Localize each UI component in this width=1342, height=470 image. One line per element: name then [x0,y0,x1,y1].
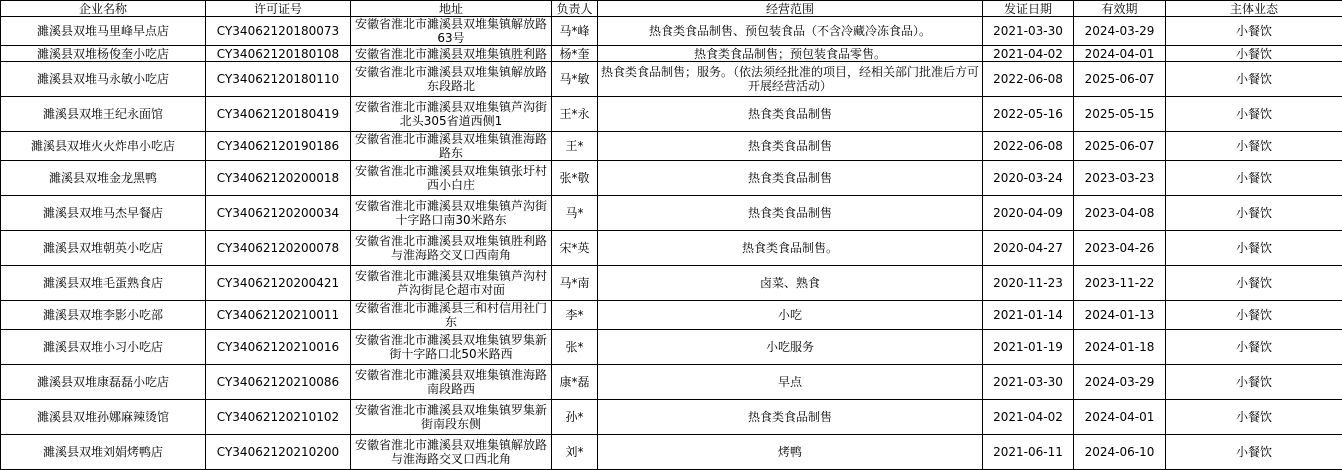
cell-issue-date: 2021-01-19 [983,330,1074,365]
cell-license: CY34062120210016 [206,330,351,365]
cell-issue-date: 2021-04-02 [983,400,1074,435]
cell-license: CY34062120200018 [206,161,351,196]
cell-valid-until: 2024-03-29 [1074,365,1166,400]
cell-name: 濉溪县双堆孙娜麻辣烫馆 [1,400,206,435]
cell-issue-date: 2021-04-02 [983,46,1074,62]
cell-person: 王* [552,132,598,161]
header-type: 主体业态 [1166,1,1342,17]
cell-address: 安徽省淮北市濉溪县三和村信用社门东 [351,301,552,330]
cell-license: CY34062120210011 [206,301,351,330]
cell-issue-date: 2020-04-27 [983,231,1074,266]
cell-license: CY34062120180108 [206,46,351,62]
table-row [1,17,1342,46]
cell-address: 安徽省淮北市濉溪县双堆集镇芦沟村芦沟街昆仑超市对面 [351,266,552,301]
cell-person: 王*永 [552,97,598,132]
cell-type: 小餐饮 [1166,365,1342,400]
cell-scope: 烤鸭 [598,435,983,470]
cell-person: 宋*英 [552,231,598,266]
cell-valid-until: 2024-06-10 [1074,435,1166,470]
table-row [1,365,1342,400]
cell-type: 小餐饮 [1166,231,1342,266]
cell-license: CY34062120180073 [206,17,351,46]
cell-scope: 热食类食品制售 [598,400,983,435]
cell-person: 张*敬 [552,161,598,196]
cell-address: 安徽省淮北市濉溪县双堆集镇罗集新街南段东侧 [351,400,552,435]
cell-type: 小餐饮 [1166,17,1342,46]
header-name: 企业名称 [1,1,206,17]
cell-license: CY34062120180419 [206,97,351,132]
cell-name: 濉溪县双堆刘娟烤鸭店 [1,435,206,470]
cell-type: 小餐饮 [1166,266,1342,301]
cell-person: 马* [552,196,598,231]
cell-address: 安徽省淮北市濉溪县双堆集镇张圩村西小白庄 [351,161,552,196]
cell-type: 小餐饮 [1166,330,1342,365]
cell-issue-date: 2021-03-30 [983,17,1074,46]
cell-issue-date: 2022-05-16 [983,97,1074,132]
cell-type: 小餐饮 [1166,132,1342,161]
cell-address: 安徽省淮北市濉溪县双堆集镇胜利路与淮海路交叉口西南角 [351,231,552,266]
cell-type: 小餐饮 [1166,435,1342,470]
cell-license: CY34062120200078 [206,231,351,266]
header-row [1,1,1342,17]
cell-name: 濉溪县双堆小习小吃店 [1,330,206,365]
table-row [1,196,1342,231]
cell-name: 濉溪县双堆杨俊奎小吃店 [1,46,206,62]
cell-issue-date: 2021-01-14 [983,301,1074,330]
header-scope: 经营范围 [598,1,983,17]
cell-address: 安徽省淮北市濉溪县双堆集镇芦沟街北头305省道西侧1 [351,97,552,132]
table-row [1,330,1342,365]
cell-name: 濉溪县双堆李影小吃部 [1,301,206,330]
cell-address: 安徽省淮北市濉溪县双堆集镇解放路与淮海路交叉口西北角 [351,435,552,470]
header-valid-until: 有效期 [1074,1,1166,17]
cell-valid-until: 2024-04-01 [1074,400,1166,435]
cell-scope: 热食类食品制售 [598,132,983,161]
table-row [1,46,1342,62]
cell-name: 濉溪县双堆王纪永面馆 [1,97,206,132]
cell-person: 李* [552,301,598,330]
cell-license: CY34062120190186 [206,132,351,161]
cell-address: 安徽省淮北市濉溪县双堆集镇胜利路 [351,46,552,62]
cell-type: 小餐饮 [1166,400,1342,435]
cell-address: 安徽省淮北市濉溪县双堆集镇淮海路路东 [351,132,552,161]
cell-name: 濉溪县双堆火火炸串小吃店 [1,132,206,161]
cell-scope: 热食类食品制售 [598,161,983,196]
cell-type: 小餐饮 [1166,97,1342,132]
cell-type: 小餐饮 [1166,161,1342,196]
table-row [1,400,1342,435]
cell-address: 安徽省淮北市濉溪县双堆集镇解放路63号 [351,17,552,46]
cell-issue-date: 2021-06-11 [983,435,1074,470]
cell-address: 安徽省淮北市濉溪县双堆集镇芦沟街十字路口南30米路东 [351,196,552,231]
cell-scope: 热食类食品制售；预包装食品零售。 [598,46,983,62]
cell-person: 马*南 [552,266,598,301]
cell-address: 安徽省淮北市濉溪县双堆集镇淮海路南段路西 [351,365,552,400]
cell-license: CY34062120210200 [206,435,351,470]
cell-person: 康*磊 [552,365,598,400]
cell-type: 小餐饮 [1166,196,1342,231]
cell-address: 安徽省淮北市濉溪县双堆集镇罗集新街十字路口北50米路西 [351,330,552,365]
cell-scope: 热食类食品制售 [598,97,983,132]
cell-scope: 小吃服务 [598,330,983,365]
cell-issue-date: 2021-03-30 [983,365,1074,400]
cell-type: 小餐饮 [1166,62,1342,97]
table-row [1,266,1342,301]
table-row [1,62,1342,97]
cell-person: 马*敏 [552,62,598,97]
cell-person: 张* [552,330,598,365]
header-issue-date: 发证日期 [983,1,1074,17]
cell-name: 濉溪县双堆马里峰早点店 [1,17,206,46]
table-row [1,97,1342,132]
cell-valid-until: 2023-04-08 [1074,196,1166,231]
cell-scope: 卤菜、熟食 [598,266,983,301]
cell-valid-until: 2024-03-29 [1074,17,1166,46]
cell-issue-date: 2022-06-08 [983,62,1074,97]
cell-name: 濉溪县双堆朝英小吃店 [1,231,206,266]
cell-license: CY34062120210102 [206,400,351,435]
cell-scope: 早点 [598,365,983,400]
cell-valid-until: 2024-01-18 [1074,330,1166,365]
cell-valid-until: 2023-11-22 [1074,266,1166,301]
cell-valid-until: 2023-04-26 [1074,231,1166,266]
cell-valid-until: 2024-04-01 [1074,46,1166,62]
cell-license: CY34062120200421 [206,266,351,301]
cell-person: 杨*奎 [552,46,598,62]
cell-valid-until: 2025-05-15 [1074,97,1166,132]
table-row [1,301,1342,330]
cell-license: CY34062120210086 [206,365,351,400]
cell-type: 小餐饮 [1166,46,1342,62]
cell-license: CY34062120200034 [206,196,351,231]
table-row [1,435,1342,470]
cell-issue-date: 2020-11-23 [983,266,1074,301]
header-address: 地址 [351,1,552,17]
table-row [1,231,1342,266]
cell-license: CY34062120180110 [206,62,351,97]
cell-scope: 热食类食品制售、预包装食品（不含冷藏冷冻食品）。 [598,17,983,46]
header-license: 许可证号 [206,1,351,17]
cell-scope: 小吃 [598,301,983,330]
cell-name: 濉溪县双堆马杰早餐店 [1,196,206,231]
cell-name: 濉溪县双堆马永敏小吃店 [1,62,206,97]
cell-name: 濉溪县双堆毛蛋熟食店 [1,266,206,301]
cell-name: 濉溪县双堆康磊磊小吃店 [1,365,206,400]
cell-scope: 热食类食品制售。 [598,231,983,266]
cell-scope: 热食类食品制售；服务。（依法须经批准的项目，经相关部门批准后方可开展经营活动） [598,62,983,97]
cell-name: 濉溪县双堆金龙黑鸭 [1,161,206,196]
cell-address: 安徽省淮北市濉溪县双堆集镇解放路东段路北 [351,62,552,97]
cell-valid-until: 2025-06-07 [1074,132,1166,161]
cell-issue-date: 2020-04-09 [983,196,1074,231]
table-row [1,132,1342,161]
cell-scope: 热食类食品制售 [598,196,983,231]
cell-person: 刘* [552,435,598,470]
cell-issue-date: 2022-06-08 [983,132,1074,161]
cell-person: 孙* [552,400,598,435]
header-person: 负责人 [552,1,598,17]
cell-valid-until: 2023-03-23 [1074,161,1166,196]
cell-issue-date: 2020-03-24 [983,161,1074,196]
cell-person: 马*峰 [552,17,598,46]
table-row [1,161,1342,196]
cell-type: 小餐饮 [1166,301,1342,330]
cell-valid-until: 2025-06-07 [1074,62,1166,97]
cell-valid-until: 2024-01-13 [1074,301,1166,330]
